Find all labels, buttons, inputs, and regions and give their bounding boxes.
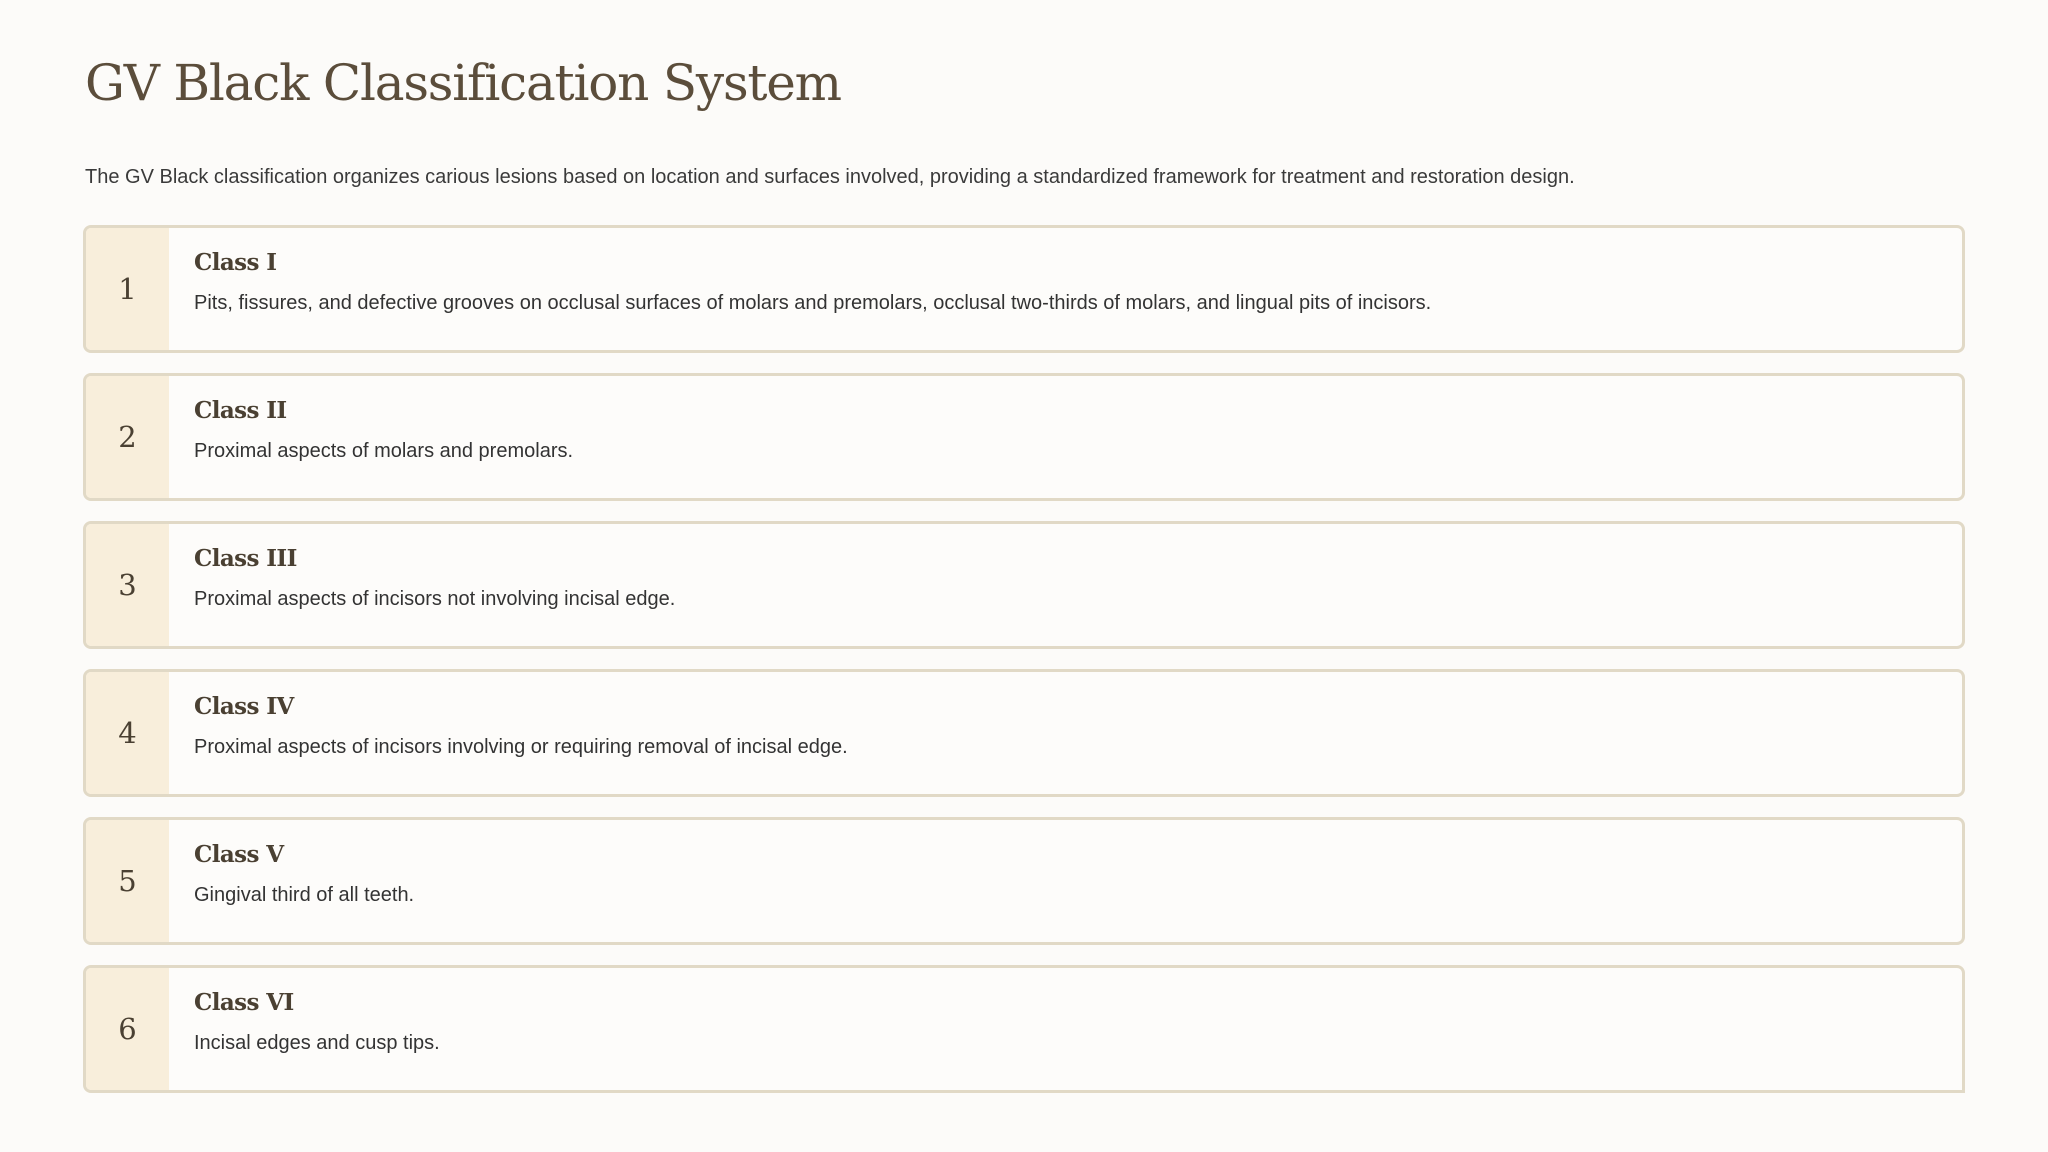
class-body bbox=[194, 840, 1942, 908]
class-description: Proximal aspects of molars and premolars. bbox=[194, 440, 574, 462]
class-number: 1 bbox=[86, 228, 169, 350]
class-body bbox=[194, 248, 1942, 316]
class-body bbox=[194, 544, 1942, 612]
class-description: Gingival third of all teeth. bbox=[194, 884, 415, 906]
class-number: 2 bbox=[86, 376, 169, 498]
class-name: Class III bbox=[194, 545, 297, 572]
class-body bbox=[194, 396, 1942, 464]
class-name: Class I bbox=[194, 249, 277, 276]
class-card bbox=[83, 965, 1965, 1093]
class-number: 5 bbox=[86, 820, 169, 942]
class-name: Class II bbox=[194, 397, 287, 424]
class-card bbox=[83, 817, 1965, 945]
class-name: Class IV bbox=[194, 693, 294, 720]
class-number: 3 bbox=[86, 524, 169, 646]
class-card bbox=[83, 225, 1965, 353]
class-card bbox=[83, 521, 1965, 649]
class-card bbox=[83, 669, 1965, 797]
class-description: Incisal edges and cusp tips. bbox=[194, 1032, 440, 1054]
class-number: 4 bbox=[86, 672, 169, 794]
class-description: Proximal aspects of incisors not involving incisal edge. bbox=[194, 588, 676, 610]
class-number: 6 bbox=[86, 968, 169, 1090]
class-name: Class VI bbox=[194, 989, 294, 1016]
class-body bbox=[194, 988, 1942, 1056]
class-card bbox=[83, 373, 1965, 501]
class-name: Class V bbox=[194, 841, 284, 868]
classification-list bbox=[83, 225, 1965, 1113]
page-title: GV Black Classification System bbox=[85, 54, 841, 112]
intro-text: The GV Black classification organizes carious lesions based on location and surfaces involved, providing a standardized framework for treatment and restoration design. bbox=[85, 166, 1575, 188]
class-body bbox=[194, 692, 1942, 760]
class-description: Proximal aspects of incisors involving or requiring removal of incisal edge. bbox=[194, 736, 848, 758]
class-description: Pits, fissures, and defective grooves on occlusal surfaces of molars and premolars, occlusal two-thirds of molars, and lingual pits of incisors. bbox=[194, 292, 1432, 314]
